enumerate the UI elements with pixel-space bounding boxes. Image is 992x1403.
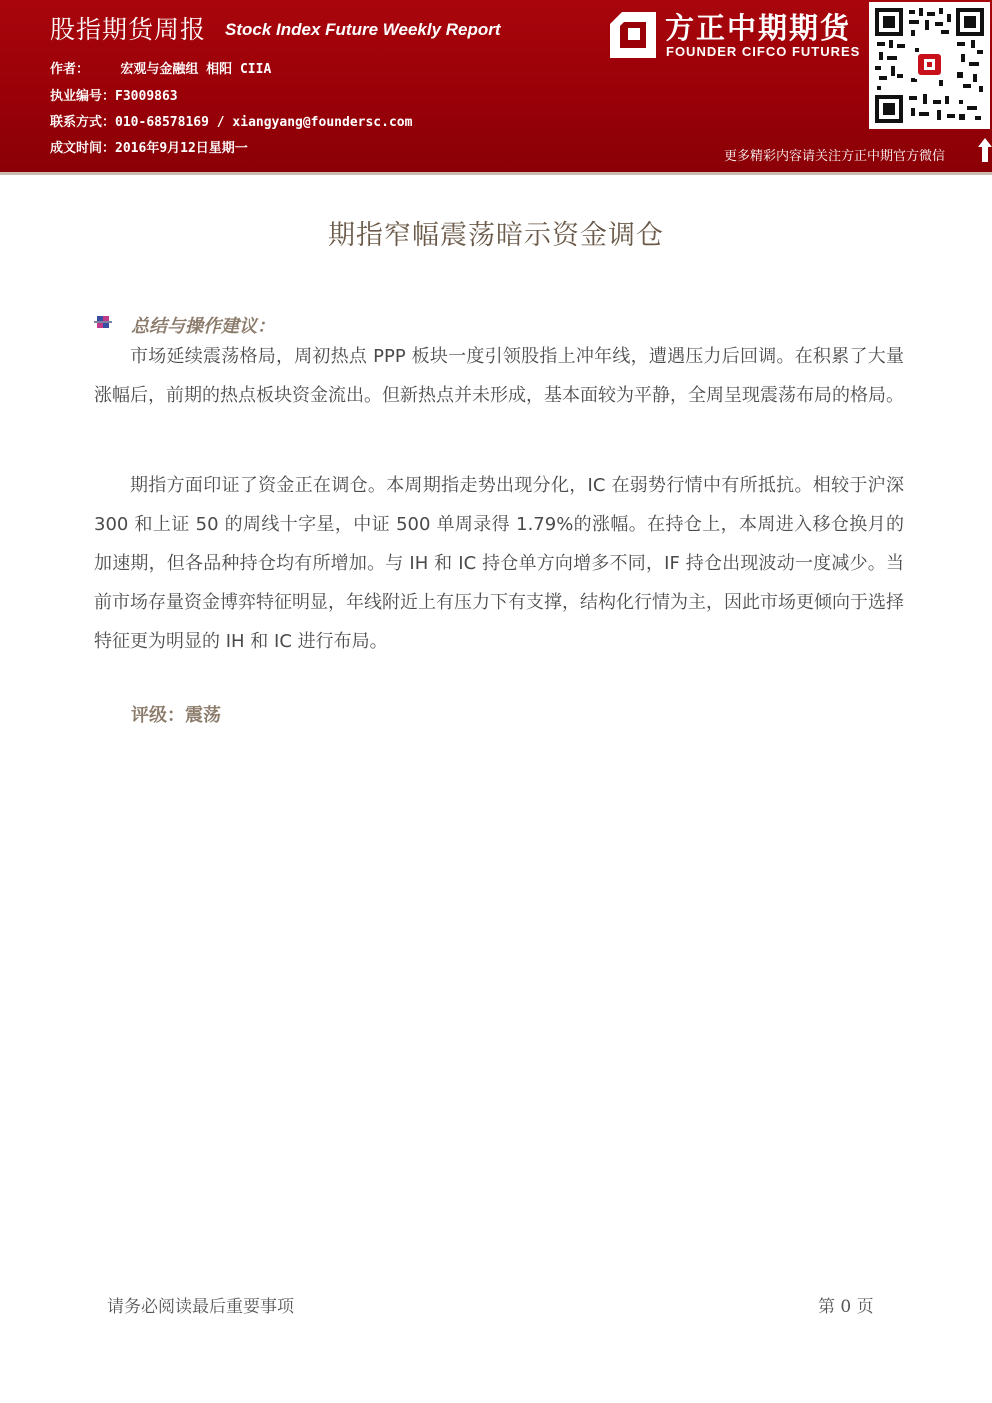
- license-row: [50, 85, 178, 104]
- page-number: 第 0 页: [818, 1297, 874, 1317]
- brand-name-en: FOUNDER CIFCO FUTURES: [666, 44, 861, 59]
- header-divider: [0, 172, 992, 175]
- report-type-title: 股指期货周报: [50, 15, 207, 44]
- contact-row: [50, 111, 412, 130]
- wechat-qr-code: [869, 2, 990, 129]
- section-heading: 总结与操作建议：: [131, 316, 275, 337]
- date-row: [50, 137, 248, 156]
- summary-paragraph-2: 期指方面印证了资金正在调仓。本周期指走势出现分化，IC 在弱势行情中有所抵抗。相较于沪深 300 和上证 50 的周线十字星，中证 500 单周录得 1.79%的涨幅。在持仓上，本周进入移仓换月的加速期，但各品种持仓均有所增加。与 IH 和 IC 持仓单方向增多不同，IF 持仓出现波动一度减少。当前市场存量资金博弈特征明显，年线附近上有压力下有支撑，结构化行情为主，因此市场更倾向于选择特征更为明显的 IH 和 IC 进行布局。: [94, 475, 904, 652]
- contact-label: 联系方式：: [50, 115, 116, 130]
- footer-notice: 请务必阅读最后重要事项: [107, 1297, 294, 1317]
- founder-logo-icon: [608, 10, 658, 60]
- wechat-follow-note: 更多精彩内容请关注方正中期官方微信: [724, 149, 946, 164]
- license-value: F3009863: [115, 89, 178, 104]
- author-value: 宏观与金融组 相阳 CIIA: [120, 62, 272, 77]
- document-title: 期指窄幅震荡暗示资金调仓: [328, 220, 664, 251]
- author-row: [50, 58, 271, 77]
- rating: 评级：震荡: [131, 705, 221, 726]
- bullet-icon: [94, 313, 112, 331]
- arrow-up-icon: [978, 138, 992, 162]
- author-label: 作者：: [50, 62, 90, 77]
- contact-value[interactable]: 010-68578169 / xiangyang@foundersc.com: [115, 115, 413, 130]
- date-value: 2016年9月12日星期一: [115, 141, 248, 156]
- report-type-subtitle: Stock Index Future Weekly Report: [225, 20, 501, 39]
- brand-name-cn: 方正中期期货: [665, 11, 852, 45]
- license-label: 执业编号：: [50, 89, 116, 104]
- summary-paragraph-1: 市场延续震荡格局，周初热点 PPP 板块一度引领股指上冲年线，遭遇压力后回调。在积累了大量涨幅后，前期的热点板块资金流出。但新热点并未形成，基本面较为平静，全周呈现震荡布局的格局。: [94, 346, 904, 406]
- qr-code-icon: [875, 8, 984, 123]
- date-label: 成文时间：: [50, 141, 116, 156]
